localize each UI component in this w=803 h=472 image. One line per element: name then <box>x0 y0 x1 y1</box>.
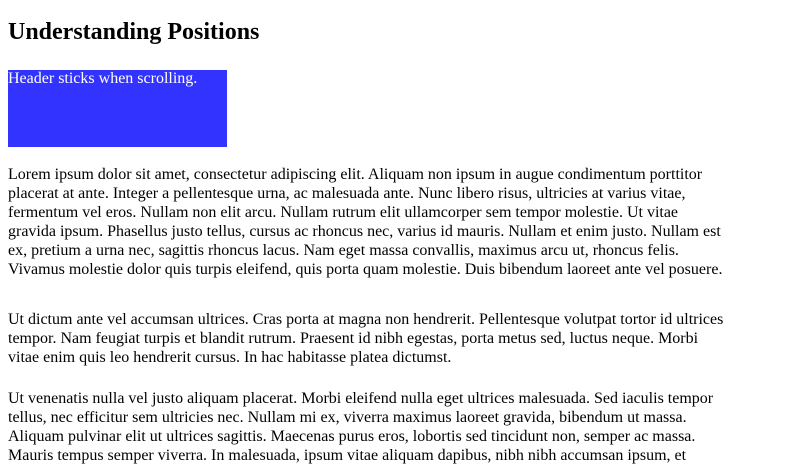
paragraph-line: Mauris tempus semper viverra. In malesuada, ipsum vitae aliquam dapibus, nibh nibh accumsan ipsum, et <box>8 447 687 464</box>
page-title: Understanding Positions <box>8 19 260 45</box>
sticky-header-text: Header sticks when scrolling. <box>8 70 198 87</box>
paragraph-3 <box>8 389 798 465</box>
paragraph-line: gravida ipsum. Phasellus justo tellus, cursus ac rhoncus nec, varius id mauris. Nullam et enim justo. Nullam est <box>8 223 721 240</box>
sticky-header <box>8 70 227 147</box>
paragraph-line: Aliquam pulvinar elit ut ultrices sagittis. Maecenas purus eros, lobortis sed tincidunt non, semper ac massa. <box>8 428 696 445</box>
paragraph-line: Ut dictum ante vel accumsan ultrices. Cras porta at magna non hendrerit. Pellentesque volutpat tortor id ultrices <box>8 311 724 328</box>
paragraph-line: tellus, nec efficitur sem ultricies nec. Nullam mi ex, viverra maximus laoreet gravida, bibendum ut massa. <box>8 409 687 426</box>
paragraph-1 <box>8 165 798 279</box>
paragraph-line: ex, pretium a urna nec, sagittis rhoncus lacus. Nam eget massa convallis, maximus arcu ut, rhoncus felis. <box>8 242 679 259</box>
paragraph-2 <box>8 310 798 367</box>
paragraph-line: placerat at ante. Integer a pellentesque urna, ac malesuada ante. Nunc libero risus, ultricies at varius vitae, <box>8 185 686 202</box>
paragraph-line: Lorem ipsum dolor sit amet, consectetur adipiscing elit. Aliquam non ipsum in augue condimentum porttitor <box>8 166 703 183</box>
paragraph-line: Ut venenatis nulla vel justo aliquam placerat. Morbi eleifend nulla eget ultrices malesuada. Sed iaculis tempor <box>8 390 714 407</box>
paragraph-line: fermentum vel eros. Nullam non elit arcu. Nullam rutrum elit ullamcorper sem tempor molestie. Ut vitae <box>8 204 679 221</box>
paragraph-line: tempor. Nam feugiat turpis et blandit rutrum. Praesent id nibh egestas, porta metus sed, luctus neque. Morbi <box>8 330 699 347</box>
paragraph-line: vitae enim quis leo hendrerit cursus. In hac habitasse platea dictumst. <box>8 349 452 366</box>
paragraph-line: Vivamus molestie dolor quis turpis eleifend, quis porta quam molestie. Duis bibendum laoreet ante vel posuere. <box>8 261 723 278</box>
